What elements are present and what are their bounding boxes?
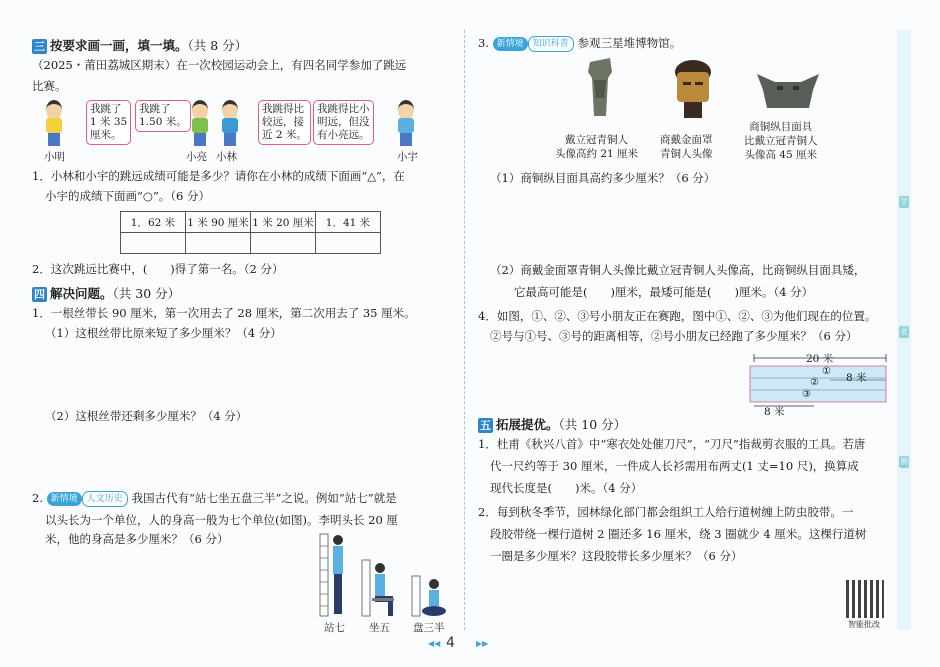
answer-cell[interactable] — [251, 233, 316, 254]
section-number: 四 — [34, 288, 45, 301]
extension-2-line-1: 2．每到秋冬季节，园林绿化部门都会组织工人给行道树缠上防虫胶带。一 — [478, 505, 854, 519]
standing-figure — [320, 534, 343, 616]
artifact-caption-3: 商铜纵目面具 比戴立冠青铜人 头像高 45 厘米 — [744, 121, 818, 161]
problem-1-part-1: （1）这根丝带比原来短了多少厘米？（4 分） — [45, 326, 282, 340]
problem-2-line-1: 2. 新情境 人文历史 我国古代有“站七坐五盘三半”之说。例如“站七”就是 — [32, 491, 397, 505]
pose-figures — [316, 532, 452, 618]
qr-label: 智能批改 — [848, 620, 880, 629]
diagram-label-total: 20 米 — [806, 353, 834, 365]
side-label: 测 — [900, 457, 908, 466]
problem-1-part-2: （2）这根丝带还剩多少厘米？（4 分） — [45, 409, 248, 423]
question-4-line-1: 4．如图，①、②、③号小朋友正在赛跑，图中①、②、③为他们现在的位置。 — [478, 309, 877, 323]
extension-1-line-3: 现代长度是( )米。（4 分） — [490, 481, 643, 495]
question-4-line-2: ②号与①号、③号的距离相等，②号小朋友已经跑了多少厘米？（6 分） — [490, 329, 858, 343]
question-1-line-2: 小宇的成绩下面画“○”。（6 分） — [45, 189, 211, 203]
gold-mask-head-image — [670, 58, 716, 120]
extension-2-line-3: 一圈是多少厘米？这段胶带长多少厘米？（6 分） — [490, 549, 743, 563]
diagram-label-8m-bottom: 8 米 — [764, 406, 785, 418]
problem-1: 1．一根丝带长 90 厘米，第一次用去了 28 厘米，第二次用去了 35 厘米。 — [32, 306, 416, 320]
section-title: 拓展提优。 — [496, 417, 559, 432]
section-5-header — [478, 415, 626, 433]
section-4-header — [32, 284, 180, 302]
answer-cell[interactable] — [316, 233, 381, 254]
table-cell: 1．41 米 — [316, 212, 381, 233]
answer-cell[interactable] — [121, 233, 186, 254]
page-number: 4 — [446, 635, 455, 651]
table-cell: 1 米 90 厘米 — [186, 212, 251, 233]
section-number: 五 — [480, 419, 491, 432]
name-xiaoming: 小明 — [44, 151, 65, 163]
answer-cell[interactable] — [186, 233, 251, 254]
pose-label: 盘三半 — [413, 622, 445, 634]
side-label: 学 — [900, 197, 908, 206]
sitting-figure — [362, 560, 394, 616]
section-title: 解决问题。 — [50, 286, 113, 301]
name-xiaoyu: 小宇 — [397, 151, 418, 163]
extension-1-line-1: 1．杜甫《秋兴八首》中“寒衣处处催刀尺”，“刀尺”指裁剪衣服的工具。若唐 — [478, 437, 866, 451]
question-3-part-1: （1）商铜纵目面具高约多少厘米？（6 分） — [490, 171, 716, 185]
diagram-marker-3: ③ — [802, 389, 811, 400]
speech-bubble-xiaoliang: 我跳了 1.50 米。 — [135, 100, 191, 132]
section-number: 三 — [34, 40, 45, 53]
diagram-marker-2: ② — [810, 377, 819, 388]
problem-2-line-2: 以头长为一个单位，人的身高一般为七个单位(如图)。李明头长 20 厘 — [45, 513, 398, 527]
intro-line-2: 比赛。 — [32, 79, 67, 93]
question-3-header: 3. 新情境 知识科普 参观三星堆博物馆。 — [478, 36, 682, 50]
tag-new-context: 新情境 — [47, 492, 82, 506]
problem-2-line-3: 米，他的身高是多少厘米？（6 分） — [45, 532, 229, 546]
artifact-caption-1: 戴立冠青铜人 头像高约 21 厘米 — [555, 134, 639, 160]
question-3-part-2-line-1: （2）商戴金面罩青铜人头像比戴立冠青铜人头像高，比商铜纵目面具矮， — [490, 263, 866, 277]
section-points: （共 8 分） — [187, 38, 248, 53]
next-page-arrows[interactable]: ▶▶ — [476, 639, 489, 648]
prev-page-arrows[interactable]: ◀◀ — [428, 639, 441, 648]
results-table — [120, 211, 381, 254]
qr-code[interactable] — [846, 580, 884, 618]
name-xiaoliang: 小亮 — [186, 151, 207, 163]
vertical-eyed-mask-image — [755, 68, 821, 114]
pose-label: 坐五 — [369, 622, 390, 634]
extension-1-line-2: 代一尺约等于 30 厘米，一件成人长衫需用布两丈(1 丈=10 尺)，换算成 — [490, 459, 859, 473]
diagram-marker-1: ① — [822, 366, 831, 377]
speech-bubble-xiaoming: 我跳了 1 米 35 厘米。 — [86, 100, 131, 145]
table-cell: 1 米 20 厘米 — [251, 212, 316, 233]
question-2: 2．这次跳远比赛中，( )得了第一名。（2 分） — [32, 262, 284, 276]
side-label: 业 — [900, 327, 908, 336]
table-cell: 1．62 米 — [121, 212, 186, 233]
tag-new-context: 新情境 — [493, 37, 528, 51]
center-divider — [464, 30, 465, 630]
question-1-line-1: 1．小林和小宇的跳远成绩可能是多少？请你在小林的成绩下面画“△”，在 — [32, 169, 405, 183]
pose-label: 站七 — [324, 622, 345, 634]
section-title: 按要求画一画，填一填。 — [50, 38, 188, 53]
artifact-caption-2: 商戴金面罩 青铜人头像 — [660, 134, 713, 160]
speech-bubble-xiaoyu: 我跳得比小 明远，但没 有小亮远。 — [313, 100, 374, 145]
tag-humanities-history: 人文历史 — [82, 491, 128, 507]
diagram-label-8m-top: 8 米 — [846, 372, 867, 384]
intro-line-1: （2025・莆田荔城区期末）在一次校园运动会上，有四名同学参加了跳远 — [32, 58, 407, 72]
section-points: （共 10 分） — [558, 417, 627, 432]
speech-bubble-xiaolin: 我跳得比 较远，接 近 2 米。 — [258, 100, 311, 145]
cross-legged-figure — [412, 576, 446, 616]
extension-2-line-2: 段胶带绕一棵行道树 2 圈还多 16 厘米，绕 3 圈就少 4 厘米。这棵行道树 — [490, 527, 867, 541]
name-xiaolin: 小林 — [216, 151, 237, 163]
section-3-header — [32, 36, 247, 54]
bronze-head-crown-image — [580, 58, 620, 118]
tag-science-knowledge: 知识科普 — [528, 36, 574, 52]
section-points: （共 30 分） — [112, 286, 181, 301]
question-3-part-2-line-2: 它最高可能是( )厘米，最矮可能是( )厘米。（4 分） — [514, 285, 814, 299]
